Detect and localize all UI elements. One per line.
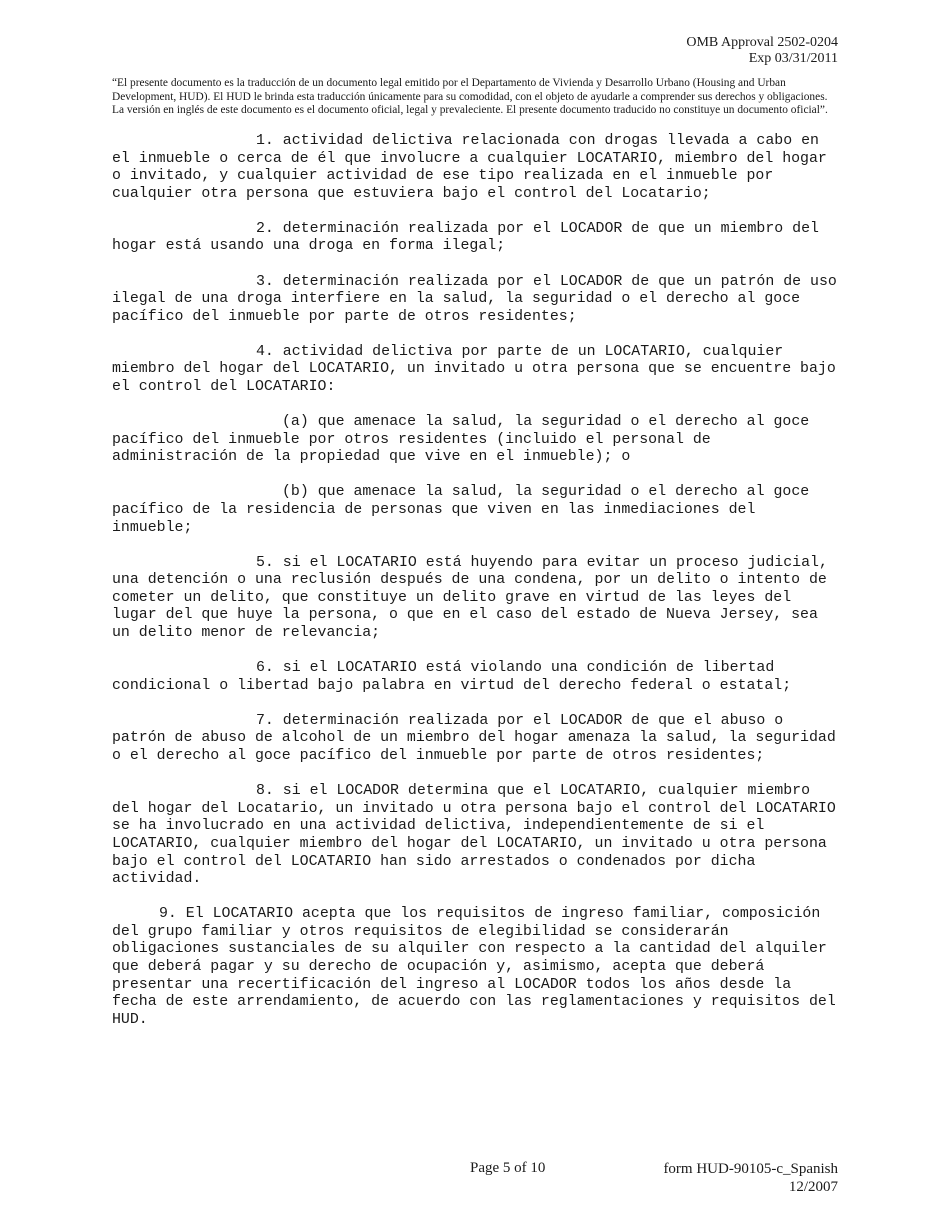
omb-block	[686, 35, 838, 67]
form-id-block	[663, 1160, 838, 1196]
clause-1: 1. actividad delictiva relacionada con drogas llevada a cabo en el inmueble o cerca de él que involucre a cualquier LOCATARIO, miembro del hogar o invitado, y cualquier actividad de ese tipo realizada en el inmueble por cualquier otra persona que estuviera bajo el control del Locatario;	[112, 133, 827, 202]
clause-3: 3. determinación realizada por el LOCADOR de que un patrón de uso ilegal de una droga interfiere en la salud, la seguridad o el derecho al goce pacífico del inmueble por parte de otros residentes;	[112, 273, 837, 325]
clause-7: 7. determinación realizada por el LOCADOR de que el abuso o patrón de abuso de alcohol de un miembro del hogar amenaza la salud, la seguridad o el derecho al goce pacífico del inmueble por parte de otros residentes;	[112, 712, 836, 765]
omb-approval: OMB Approval 2502-0204	[686, 35, 838, 50]
clause-4a: (a) que amenace la salud, la seguridad o el derecho al goce pacífico del inmueble por otros residentes (incluido el personal de administración de la propiedad que vive en el inmueble); o	[112, 414, 810, 466]
omb-expiration: Exp 03/31/2011	[748, 51, 838, 66]
clause-4: 4. actividad delictiva por parte de un LOCATARIO, cualquier miembro del hogar del LOCATARIO, un invitado u otra persona que se encuentre bajo el control del LOCATARIO:	[112, 343, 836, 396]
clause-2: 2. determinación realizada por el LOCADOR de que un miembro del hogar está usando una droga en forma ilegal;	[112, 220, 819, 255]
page-number: Page 5 of 10	[470, 1160, 546, 1176]
clause-6: 6. si el LOCATARIO está violando una condición de libertad condicional o libertad bajo palabra en virtud del derecho federal o estatal;	[112, 660, 792, 694]
clause-5: 5. si el LOCATARIO está huyendo para evitar un proceso judicial, una detención o una reclusión después de una condena, por un delito o intento de cometer un delito, que constituye un delito grave en virtud de las leyes del lugar del que huye la persona, o que en el caso del estado de Nueva Jersey, sea un delito menor de relevancia;	[112, 554, 828, 642]
form-id: form HUD-90105-c_Spanish	[663, 1161, 838, 1177]
form-date: 12/2007	[788, 1179, 838, 1195]
clause-8: 8. si el LOCADOR determina que el LOCATARIO, cualquier miembro del hogar del Locatario, un invitado u otra persona bajo el control del LOCATARIO se ha involucrado en una actividad delictiva, independientemente de si el LOCATARIO, cualquier miembro del hogar del LOCATARIO, un invitado u otra persona bajo el control del LOCATARIO han sido arrestados o condenados por dicha actividad.	[112, 783, 836, 888]
clause-4b: (b) que amenace la salud, la seguridad o el derecho al goce pacífico de la residencia de personas que viven en las inmediaciones del inmueble;	[112, 484, 810, 536]
document-body	[112, 133, 842, 1047]
section-9: 9. El LOCATARIO acepta que los requisitos de ingreso familiar, composición del grupo familiar y otros requisitos de elegibilidad se considerarán obligaciones sustanciales de su alquiler con respecto a la cantidad del alquiler que deberá pagar y su derecho de ocupación y, asimismo, acepta que deberá presentar una recertificación del ingreso al LOCADOR todos los años desde la fecha de este arrendamiento, de acuerdo con las reglamentaciones y requisitos del HUD.	[112, 906, 836, 1028]
translation-disclaimer: “El presente documento es la traducción de un documento legal emitido por el Departamento de Vivienda y Desarrollo Urbano (Housing and Urban Development, HUD). El HUD le brinda esta traducción únicamente para su comodidad, con el objeto de ayudarle a comprender sus derechos y obligaciones. La versión en inglés de este documento es el documento oficial, legal y prevaleciente. El presente documento traducido no constituye un documento oficial”.	[112, 77, 828, 116]
